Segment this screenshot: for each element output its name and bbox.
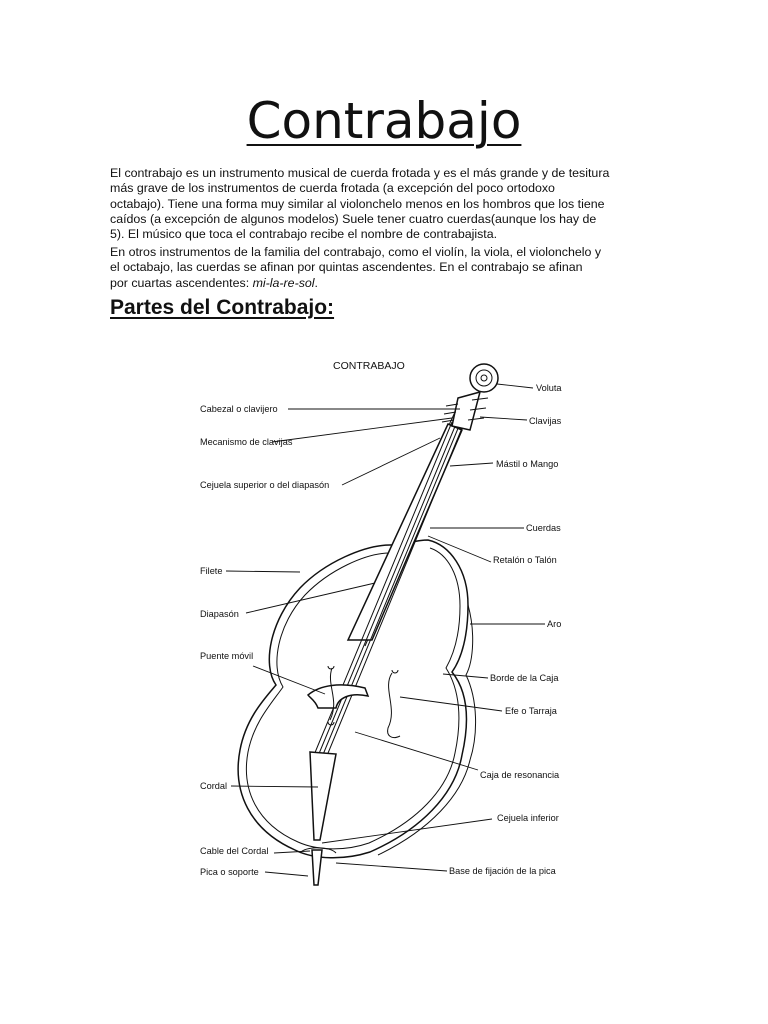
label-puente: Puente móvil bbox=[200, 651, 254, 661]
label-cabezal: Cabezal o clavijero bbox=[200, 404, 278, 414]
label-diapason: Diapasón bbox=[200, 609, 239, 619]
label-cuerdas: Cuerdas bbox=[526, 523, 561, 533]
label-clavijas: Clavijas bbox=[529, 416, 562, 426]
section-heading: Partes del Contrabajo: bbox=[110, 296, 335, 319]
label-borde: Borde de la Caja bbox=[490, 673, 559, 683]
tuning-line-1: En otros instrumentos de la familia del contrabajo, como el violín, la viola, el violonchelo y bbox=[110, 245, 602, 259]
intro-line-4: caídos (a excepción de algunos modelos) Suele tener cuatro cuerdas(aunque los hay de bbox=[110, 211, 597, 226]
page-title: Contrabajo bbox=[246, 92, 522, 150]
label-cejuela-superior: Cejuela superior o del diapasón bbox=[200, 480, 330, 490]
intro-line-1: El contrabajo es un instrumento musical de cuerda frotada y es el más grande y de tesitura bbox=[110, 166, 610, 180]
label-pica: Pica o soporte bbox=[200, 867, 259, 877]
diagram-title: CONTRABAJO bbox=[333, 360, 405, 372]
label-filete: Filete bbox=[200, 566, 223, 576]
bass-pegbox bbox=[452, 392, 480, 430]
label-cordal: Cordal bbox=[200, 781, 228, 791]
tuning-line-2: el octabajo, las cuerdas se afinan por quintas ascendentes. En el contrabajo se afinan bbox=[110, 260, 583, 275]
intro-line-3: octabajo). Tiene una forma muy similar al violonchelo menos en los hombros que los tiene bbox=[110, 196, 605, 211]
double-bass-diagram bbox=[0, 340, 768, 910]
label-cejuela-inferior: Cejuela inferior bbox=[497, 813, 559, 823]
tuning-period: . bbox=[314, 275, 318, 290]
label-mecanismo: Mecanismo de clavijas bbox=[200, 437, 293, 447]
bass-scroll bbox=[470, 364, 498, 392]
intro-line-5: 5). El músico que toca el contrabajo recibe el nombre de contrabajista. bbox=[110, 227, 498, 242]
label-aro: Aro bbox=[547, 619, 562, 629]
label-efe: Efe o Tarraja bbox=[505, 706, 557, 716]
tuning-notes: mi-la-re-sol bbox=[252, 275, 315, 290]
bass-endpin bbox=[312, 850, 322, 885]
label-cable: Cable del Cordal bbox=[200, 846, 269, 856]
label-caja: Caja de resonancia bbox=[480, 770, 560, 780]
label-retalon: Retalón o Talón bbox=[493, 555, 557, 565]
tuning-line-3: por cuartas ascendentes: bbox=[110, 275, 253, 290]
label-voluta: Voluta bbox=[536, 383, 562, 393]
intro-paragraph bbox=[110, 166, 658, 242]
label-base: Base de fijación de la pica bbox=[449, 866, 556, 876]
label-mastil: Mástil o Mango bbox=[496, 459, 559, 469]
tuning-paragraph bbox=[110, 245, 658, 291]
intro-line-2: más grave de los instrumentos de cuerda frotada (a excepción del poco ortodoxo bbox=[110, 181, 555, 196]
